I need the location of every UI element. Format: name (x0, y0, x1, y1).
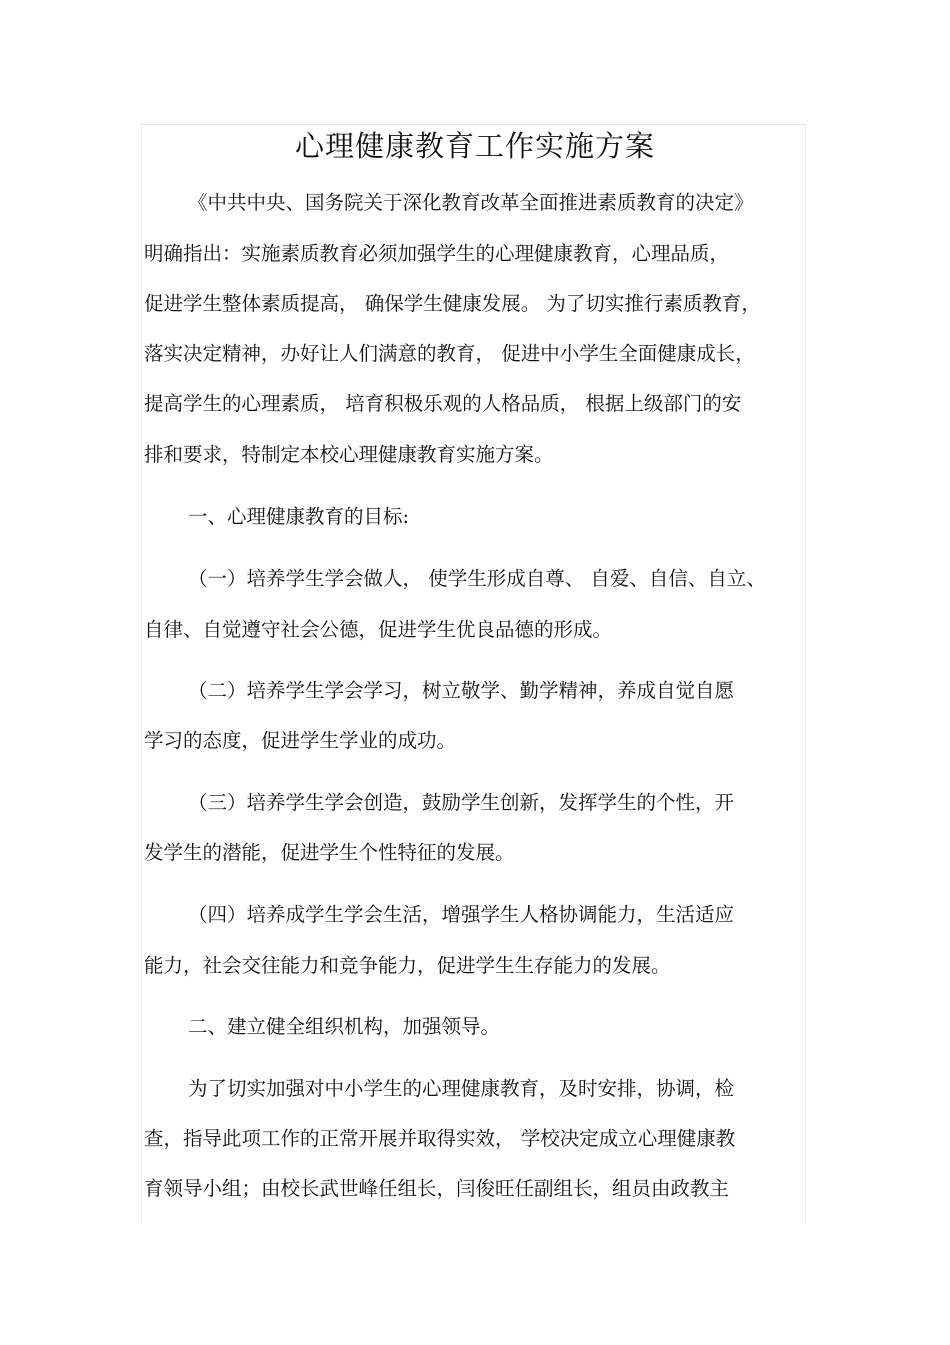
paragraph-line: （三）培养学生学会创造，鼓励学生创新，发挥学生的个性，开 (188, 791, 735, 814)
paragraph-line: 《中共中央、国务院关于深化教育改革全面推进素质教育的决定》 (188, 191, 754, 214)
paragraph-line: 提高学生的心理素质， 培育积极乐观的人格品质， 根据上级部门的安 (144, 392, 742, 415)
paragraph-line: 为了切实加强对中小学生的心理健康教育，及时安排，协调，检 (188, 1077, 735, 1100)
section-heading: 一、心理健康教育的目标: (188, 505, 410, 528)
paragraph-line: 育领导小组；由校长武世峰任组长，闫俊旺任副组长，组员由政教主 (144, 1177, 730, 1200)
section-heading: 二、建立健全组织机构，加强领导。 (188, 1015, 501, 1038)
paragraph-line: 排和要求，特制定本校心理健康教育实施方案。 (144, 443, 554, 466)
paragraph-line: 明确指出：实施素质教育必须加强学生的心理健康教育，心理品质， (144, 242, 730, 265)
document-title: 心理健康教育工作实施方案 (294, 129, 655, 163)
paragraph-line: （一）培养学生学会做人， 使学生形成自尊、 自爱、自信、自立、 (188, 567, 766, 590)
page-frame (141, 124, 806, 1224)
paragraph-line: 落实决定精神，办好让人们满意的教育， 促进中小学生全面健康成长， (144, 342, 755, 365)
paragraph-line: 自律、自觉遵守社会公德，促进学生优良品德的形成。 (144, 618, 613, 641)
paragraph-line: 发学生的潜能，促进学生个性特征的发展。 (144, 841, 515, 864)
paragraph-line: （二）培养学生学会学习，树立敬学、勤学精神，养成自觉自愿 (188, 679, 735, 702)
paragraph-line: 促进学生整体素质提高， 确保学生健康发展。 为了切实推行素质教育， (144, 292, 761, 315)
paragraph-line: 能力，社会交往能力和竞争能力，促进学生生存能力的发展。 (144, 954, 671, 977)
paragraph-line: （四）培养成学生学会生活，增强学生人格协调能力，生活适应 (188, 903, 735, 926)
paragraph-line: 学习的态度，促进学生学业的成功。 (144, 729, 457, 752)
paragraph-line: 查，指导此项工作的正常开展并取得实效， 学校决定成立心理健康教 (144, 1127, 736, 1150)
